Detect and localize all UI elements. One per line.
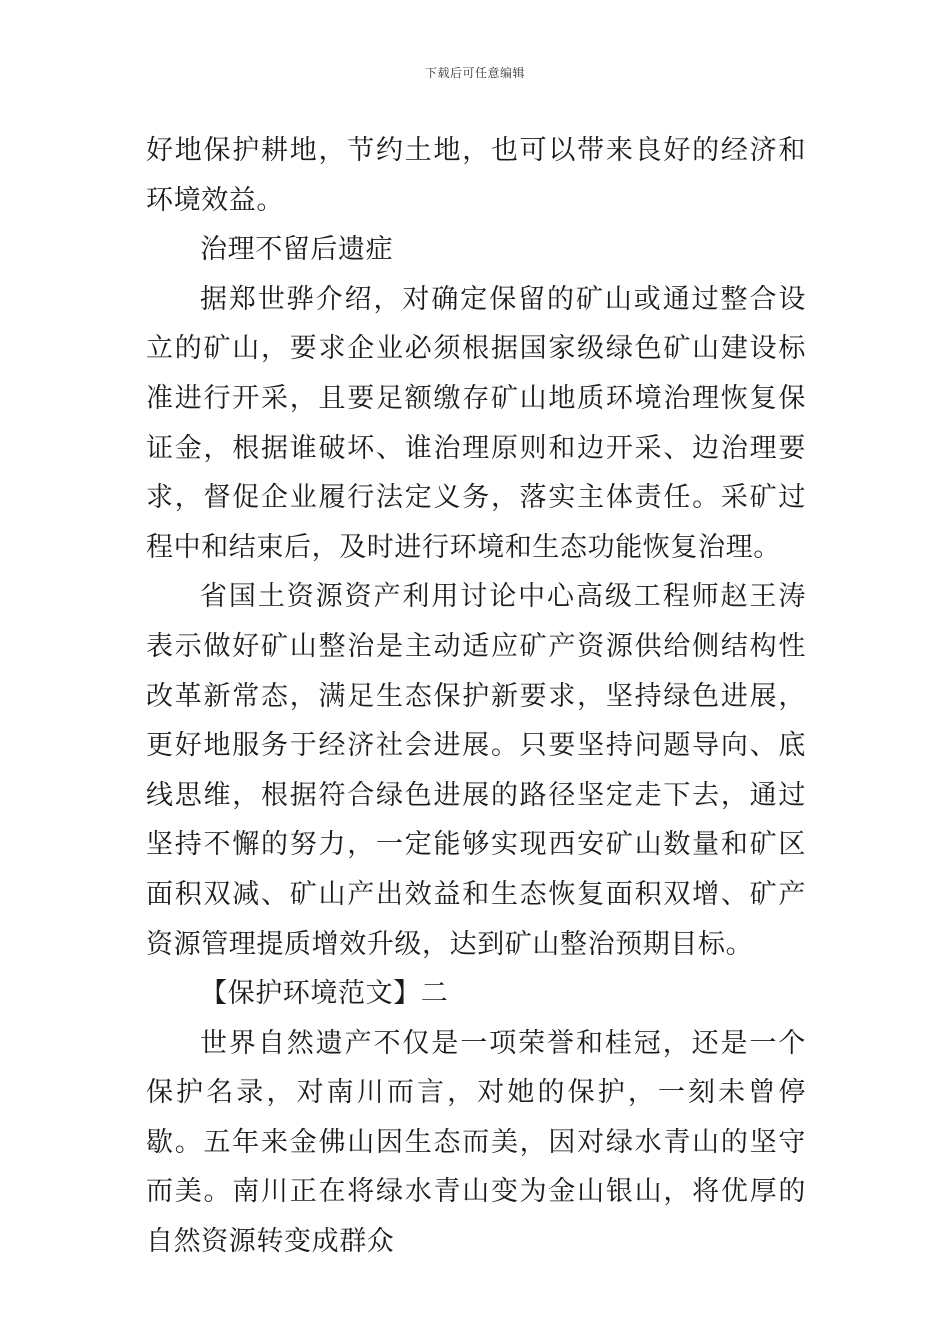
section-heading-governance: 治理不留后遗症 <box>200 234 394 266</box>
paragraph-1: 好地保护耕地，节约土地，也可以带来良好的经济和环境效益。 <box>146 135 806 216</box>
paragraph-6: 世界自然遗产不仅是一项荣誉和桂冠，还是一个保护名录，对南川而言，对她的保护，一刻未曾停歇。五年来金佛山因生态而美，因对绿水青山的坚守而美。南川正在将绿水青山变为金山银山，将优厚的自然资源转变成群众 <box>146 1027 806 1258</box>
paragraph-4: 省国土资源资产利用讨论中心高级工程师赵王涛表示做好矿山整治是主动适应矿产资源供给侧结构性改革新常态，满足生态保护新要求，坚持绿色进展，更好地服务于经济社会进展。只要坚持问题导向、底线思维，根据符合绿色进展的路径坚定走下去，通过坚持不懈的努力，一定能够实现西安矿山数量和矿区面积双减、矿山产出效益和生态恢复面积双增、矿产资源管理提质增效升级，达到矿山整治预期目标。 <box>146 581 806 960</box>
section-heading-sample-two: 【保护环境范文】二 <box>200 978 449 1010</box>
paragraph-3: 据郑世骅介绍，对确定保留的矿山或通过整合设立的矿山，要求企业必须根据国家级绿色矿山建设标准进行开采，且要足额缴存矿山地质环境治理恢复保证金，根据谁破坏、谁治理原则和边开采、边治理要求，督促企业履行法定义务，落实主体责任。采矿过程中和结束后，及时进行环境和生态功能恢复治理。 <box>146 283 806 563</box>
header-note: 下载后可任意编辑 <box>424 66 525 80</box>
document-body <box>146 126 806 1267</box>
